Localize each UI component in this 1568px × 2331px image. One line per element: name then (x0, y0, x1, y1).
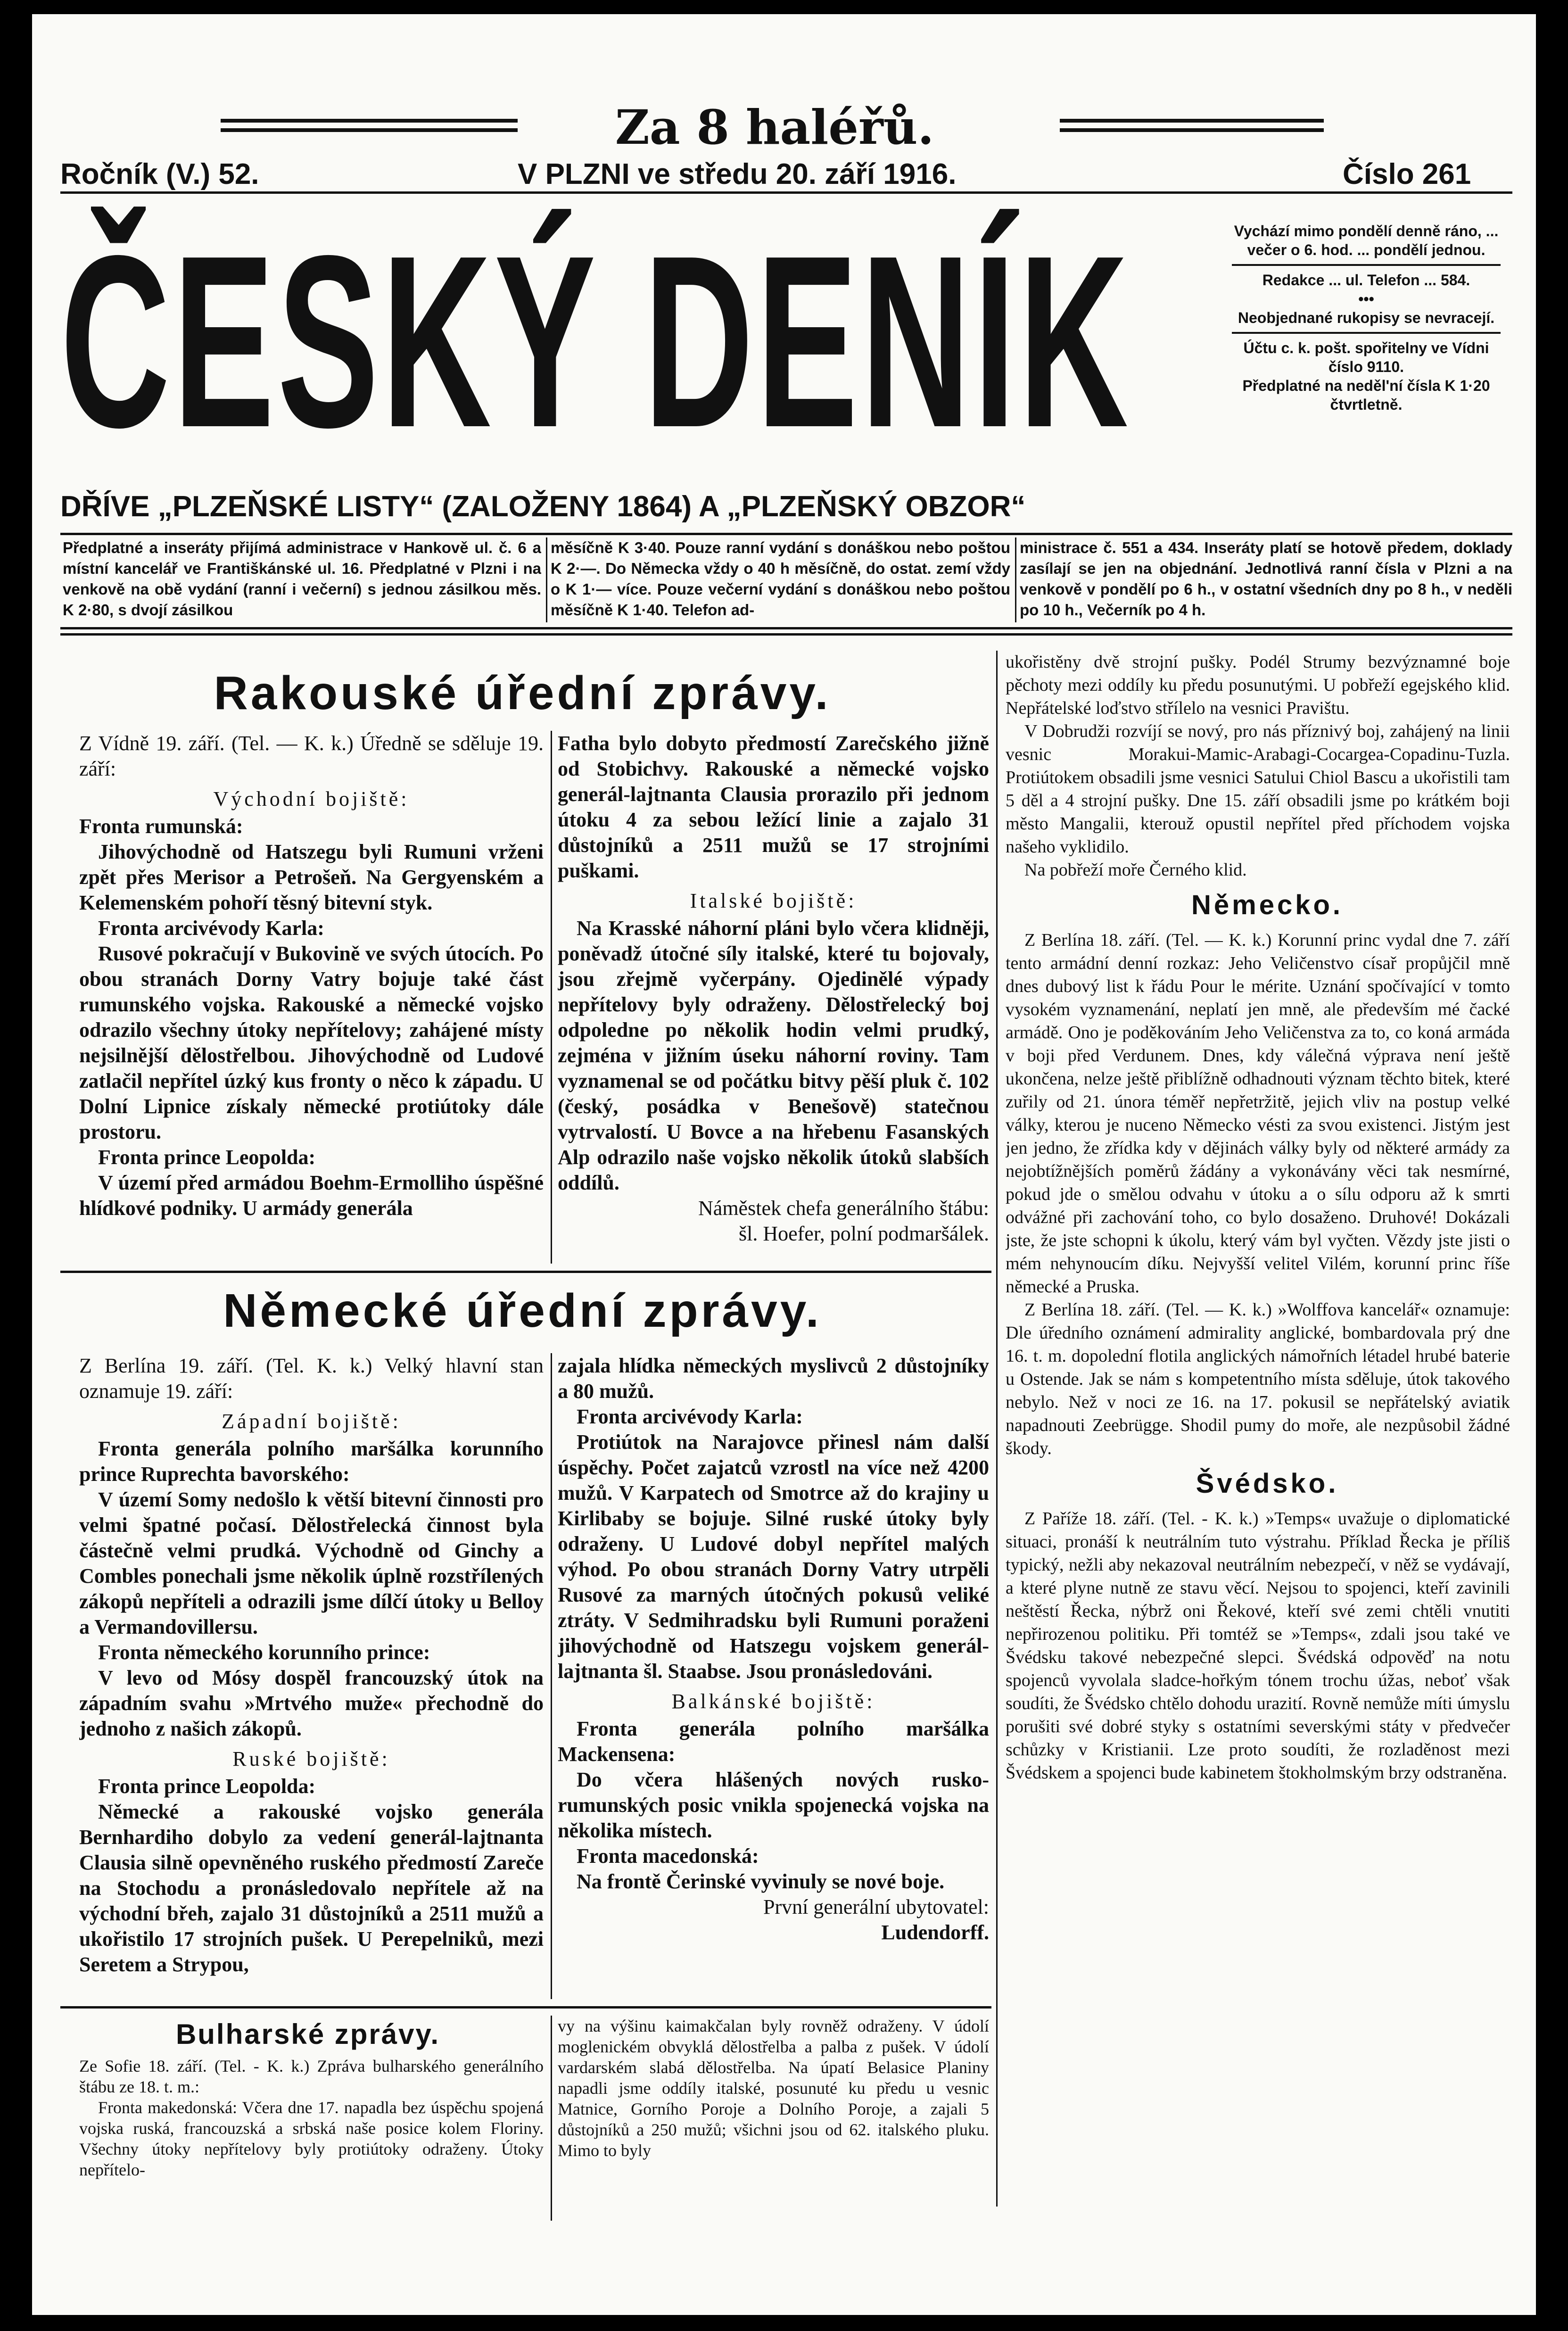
sidebar-rule (1232, 264, 1501, 266)
info-strip-divider (546, 537, 547, 622)
section-rule (60, 1271, 991, 1273)
info-strip-col-2: měsíčně K 3·40. Pouze ranní vydání s donáškou nebo poštou K 2·—. Do Německa vždy o 40 h měsíčně, do ostat. zemí vždy o K 1·— více. Pouze večerní vydání s donáškou nebo poštou měsíčně K 1·40. Telefon ad- (551, 539, 1010, 619)
nemecke-paragraph: Fronta arcivévody Karla: (577, 1405, 803, 1428)
nemecke-paragraph: Z Berlína 19. září. (Tel. K. k.) Velký hlavní stan oznamuje 19. září: (79, 1354, 544, 1403)
nemecke-paragraph: Na frontě Čerinské vyvinuly se nové boje. (577, 1870, 945, 1893)
nemecke-paragraph: Fronta macedonská: (577, 1844, 759, 1868)
price: Za 8 haléřů. (615, 99, 934, 155)
info-strip-divider (1015, 537, 1016, 622)
rakouske-paragraph: V území před armádou Boehm-Ermolliho úspěšné hlídkové podniky. U armády generála (79, 1171, 544, 1220)
bulharske-col-1-body (79, 2056, 544, 2180)
newspaper-page (32, 14, 1536, 2315)
right-column-paragraph: V Dobrudži rozvíjí se nový, pro nás příznivý boj, zahájený na linii vesnic Morakui-Mamic-Arabagi-Cocargea-Copadinu-Tuzla. Protiútokem obsadili jsme vesnici Satului Chiol Bascu a ukořistili tam 5 děl a 4 strojní pušky. Dne 15. září obsadili jsme po krátkém boji město Mangalii, kterouž opustil nepřítel před příchodem vojska našeho vyklidilo. (1006, 721, 1510, 857)
rakouske-paragraph: Z Vídně 19. září. (Tel. — K. k.) Úředně se sděluje 19. září: (79, 732, 544, 780)
nemecke-col-2 (558, 1353, 989, 1999)
nemecke-signature: Ludendorff. (881, 1921, 989, 1944)
nemecke-paragraph: Německé a rakouské vojsko generála Bernhardiho dobylo za vedení generál-lajtnanta Clausia silně opevněného ruského předmostí Zareče na Stochodu a pronásledovalo nepřítele až na východní břeh, zajalo 31 důstojníků a 2511 mužů a ukořistilo 17 strojních pušek. U Perepelniků, mezi Seretem a Strypou, (79, 1800, 544, 1976)
nemecke-signature: První generální ubytovatel: (763, 1895, 989, 1918)
column-divider (551, 2016, 552, 2221)
right-column-paragraph: Z Berlína 18. září. (Tel. — K. k.) Korunní princ vydal dne 7. září tento armádní denní rozkaz: Jeho Veličenstvo císař propůjčil mně dnes dubový list k řádu Pour le mérite. Uznání spočívající v tomto vysokém vyznamenání, neplatí jen mně, ale především mé čacké armádě. Ono je poděkováním Jeho Veličenstva za to, co koná armáda v boji před Verdunem. Dnes, kdy válečná výprava není ještě ukončena, nelze ještě přiblížně odhadnouti význam těchto bitek, které zuřily od 21. února téměř nepřetržitě, jejich vliv na postup velké války, kterou je nucenо Německo vésti za svou existenci. Jistým jest jen jedno, že zřídka kdy v dějinách války byly od některé armády za nejobtížnějších poměrů žádány a vykonávány věci tak nesmírné, pokud jde o smělou odvahu v útoku a o sílu odporu až k smrti odvážné při zachování toho, co bylo dosaženo. Druhové! Dokázali jste, že jste schopni k úkolu, který vám byl vyčten. Vězdy jste jisti o mém nehynoucím díku. Nejvyšší velitel Vilém, korunní princ říše německé a Pruska. (1006, 930, 1510, 1297)
issue-number: Číslo 261 (1343, 158, 1471, 190)
section-rule (60, 2006, 991, 2009)
nemecke-paragraph: Do včera hlášených nových rusko-rumunských posic vnikla spojenecká vojska na několika místech. (558, 1768, 989, 1842)
rakouske-signature: Náměstek chefa generálního štábu: (698, 1197, 989, 1220)
rakouske-col-2-body (558, 731, 989, 1247)
sidebar-postal-account: Účtu c. k. pošt. spořitelny ve Vídni číslo 9110. (1243, 339, 1489, 375)
nemecke-col-1 (79, 1353, 544, 1999)
nemecke-section-heading: Západní bojiště: (222, 1410, 401, 1433)
right-column-paragraph: Z Paříže 18. září. (Tel. - K. k.) »Temps« uvažuje o diplomatické situaci, pronáší k neutrálním tuto výstrahu. Příklad Řecka je příliš typický, nežli aby nekazoval neutrálním nebezpečí, v něž se vydávají, a které plyne nutně ze stavu věcí. Nejsou to spojenci, kteří zavinili neštěstí Řecka, nýbrž oni Řekové, kteří své zemi chtěli vnutiti nepřirozenou politiku. Při tomtéž se »Temps«, zdali jsou také ve Švédsku takové nebezpečné slepci. Švédská odpověď na notu spojenců vyvolala sladce-hořkým tónem trochu úžas, neboť však soudíti, že Švédsko chtělo dohodu urazití. Rovně nemůže míti úmyslu porušiti své dobré styky s ostatními severskými státy v předvečer schůzky v Kristianii. Lze proto soudíti, že rozladěnost mezi Švédskem a spojenci bude kabinetem štokholmským brzy odstraněna. (1006, 1509, 1510, 1783)
right-column-body (1006, 651, 1510, 1785)
sidebar-rule (1232, 332, 1501, 334)
bulharske-col-2 (558, 2016, 989, 2221)
nemecke-col-2-body (558, 1353, 989, 1945)
nemecke-section-heading: Ruské bojiště: (232, 1747, 390, 1770)
bulharske-paragraph: vy na výšinu kaimakčalan byly rovněž odraženy. V údolí moglenickém obvyklá dělostřelba a palba z pušek. V údolí vardarském slabá dělostřelba. Na úpatí Belasice Planiny napadli jsme oddíly italské, posunuté ku předu u vesnic Matnice, Gorního Poroje a Dolního Poroje, a zajali 5 důstojníků a 250 mužů; všichni jsou od 62. italského pluku. Mimo to byly (558, 2017, 989, 2160)
sidebar-editorial-address: Redakce ... ul. Telefon ... 584. (1262, 272, 1470, 289)
rakouske-paragraph: Rusové pokračují v Bukovině ve svých útocích. Po obou stranách Dorny Vatry bojuje také část rumunského vojska. Rakouské a německé vojsko odrazilo všechny útoky nepřítelovy; zahájené místy nejsilnější dělostřelbou. Jihovýchodně od Ludové zatlačil nepřítel úzký kus fronty o něco k západu. U Dolní Lipnice získaly německé protiútoky dále prostoru. (79, 942, 544, 1143)
column-divider-right (996, 651, 998, 2207)
rakouske-col-1 (79, 731, 544, 1264)
sidebar-sunday-subscription: Předplatné na neděl'ní čísla K 1·20 čtvrtletně. (1242, 377, 1490, 413)
masthead-title: ČESKÝ DENÍK (60, 205, 1131, 479)
headline-nemecke: Německé úřední zprávy. (223, 1284, 822, 1337)
rakouske-paragraph: Fatha bylo dobyto předmostí Zarečského jižně od Stobichvy. Rakouské a německé vojsko generál-lajtnanta Clausia prorazilo při jednom útoku 4 za sebou ležící linie a zajalo 31 důstojníků a 2511 mužů se 17 strojními puškami. (558, 732, 989, 882)
rakouske-section-heading: Italské bojiště: (690, 889, 857, 912)
nemecke-paragraph: Fronta prince Leopolda: (98, 1775, 316, 1798)
rakouske-paragraph: Fronta arcivévody Karla: (98, 917, 324, 940)
nemecke-paragraph: zajala hlídka německých myslivců 2 důstojníky a 80 mužů. (558, 1354, 989, 1403)
headline-rakouske: Rakouské úřední zprávy. (214, 667, 831, 719)
rakouske-paragraph: Fronta rumunská: (79, 815, 243, 838)
rakouske-col-2 (558, 731, 989, 1264)
nemecke-paragraph: Protiútok na Narajovce přinesl nám další úspěchy. Počet zajatců vzrostl na více než 4200 mužů. V Karpatech od Smotrce až do krajiny u Kirlibaby se bojuje. Silné ruské útoky byly odraženy. U Ludové dobyl nepřítel malých výhod. Po obou stranách Dorny Vatry utrpěli Rusové za marných útočných pokusů veliké ztráty. V Sedmihradsku byli Rumuni poraženi jihovýchodně od Hatszegu vojskem generál-lajtnanta šl. Staabse. Jsou pronásledováni. (558, 1430, 989, 1683)
rakouske-paragraph: Jihovýchodně od Hatszegu byli Rumuni vrženi zpět přes Merisor a Petrošeň. Na Gergyenském a Kelemenském pohoří těsný bitevní styk. (79, 840, 544, 914)
info-strip-bottom-rule (60, 627, 1512, 636)
headline-bulharske: Bulharské zprávy. (175, 2018, 440, 2050)
sidebar-publication-times: Vychází mimo pondělí denně ráno, ... večer o 6. hod. ... pondělí jednou. (1234, 223, 1499, 258)
bulharske-paragraph: Ze Sofie 18. září. (Tel. - K. k.) Zpráva bulharského generálního štábu ze 18. t. m.: (79, 2057, 544, 2096)
info-strip-col-1: Předplatné a inseráty přijímá administrace v Hankově ul. č. 6 a místní kancelář ve Františkánské ul. 16. Předplatné v Plzni i na venkově na obě vydání (ranní i večerní) s jednou zásilkou měs. K 2·80, s dvojí zásilkou (63, 539, 541, 619)
bulharske-col-2-body (558, 2016, 989, 2161)
nemecke-paragraph: Fronta německého korunního prince: (98, 1641, 430, 1664)
dateline-underline (60, 191, 1512, 194)
masthead-sidebar (1232, 222, 1501, 414)
right-column-paragraph: Z Berlína 18. září. (Tel. — K. k.) »Wolffova kancelář« oznamuje: Dle úředního oznámení admirality anglické, bombardovala prý dne 16. t. m. dopolední flotila anglických námořních létadel hrubé baterie u Ostende. Jak se nám s kompetentního místa sděluje, útok takového nebylo. Než v noci ze 16. na 17. pokusil se nepřátelský aviatik napadnouti Zeebrügge. Shodil pumy do moře, ale nezpůsobil žádné škody. (1006, 1300, 1510, 1458)
info-strip-col-3: ministrace č. 551 a 434. Inseráty platí se hotově předem, doklady zasílají se jen na objednání. Jednotlivá ranní čísla v Plzni a na venkově v pondělí po 6 h., v ostatní všedních dny po 8 h., v neděli po 10 h., Večerník po 4 h. (1020, 539, 1512, 619)
right-column-subheadline: Švédsko. (1196, 1468, 1339, 1499)
nemecke-paragraph: V území Somy nedošlo k větší bitevní činnosti pro velmi špatné počasí. Dělostřelecká činnost byla částečně velmi prudká. Východně od Ginchy a Combles ponechali jsme několik úplně rozstřílených zákopů nepříteli a odrazili jsme dílčí útoky u Belloy a Vermandovillersu. (79, 1488, 544, 1638)
volume-number: Ročník (V.) 52. (60, 158, 259, 190)
right-column-paragraph: Na pobřeží moře Černého klid. (1024, 860, 1247, 880)
nemecke-paragraph: Fronta generála polního maršálka Mackensena: (558, 1717, 989, 1766)
right-column-subheadline: Německo. (1191, 890, 1344, 920)
dateline-row (60, 156, 1512, 193)
right-column (1006, 651, 1510, 2221)
bulharske-col-1 (79, 2056, 544, 2221)
rakouske-paragraph: Na Krasské náhorní pláni bylo včera klidněji, poněvadž útočné síly italské, které tu bojovaly, jsou zřejmě vyčerpány. Ojedinělé výpady nepřítelovy byly odraženy. Dělostřelecký boj odpoledne po několik hodin velmi prudký, zejména v jižním úseku náhorní roviny. Tam vyznamenal se od počátku bitvy pěší pluk č. 102 (český, posádka v Benešově) statečnou vytrvalostí. U Bovce a na hřebenu Fasanských Alp odrazilo naše vojsko několik útoků slabších oddílů. (558, 917, 989, 1194)
info-strip-top-rule (60, 533, 1512, 535)
dateline: V PLZNI ve středu 20. září 1916. (518, 158, 957, 190)
sidebar-dots: ••• (1358, 290, 1374, 307)
rakouske-paragraph: Fronta prince Leopolda: (98, 1146, 316, 1169)
column-divider (551, 1353, 552, 1999)
nemecke-col-1-body (79, 1353, 544, 1977)
column-divider (551, 731, 552, 1264)
masthead-subtitle: DŘÍVE „PLZEŇSKÉ LISTY“ (ZALOŽENY 1864) A „PLZEŇSKÝ OBZOR“ (60, 490, 1026, 523)
rakouske-section-heading: Východní bojiště: (213, 787, 410, 810)
rakouske-signature: šl. Hoefer, polní podmaršálek. (739, 1222, 989, 1245)
sidebar-manuscripts: Neobjednané rukopisy se nevracejí. (1238, 309, 1495, 326)
bulharske-paragraph: Fronta makedonská: Včera dne 17. napadla bez úspěchu spojená vojska ruská, francouzská a srbská naše posice kolem Floriny. Všechny útoky nepřítelovy byly protiútoky odraženy. Útoky nepřítelo- (79, 2098, 544, 2179)
rakouske-col-1-body (79, 731, 544, 1221)
nemecke-paragraph: Fronta generála polního maršálka korunního prince Ruprechta bavorského: (79, 1437, 544, 1486)
nemecke-section-heading: Balkánské bojiště: (671, 1690, 875, 1713)
nemecke-paragraph: V levo od Mósy dospěl francouzský útok na západním svahu »Mrtvého muže« přechodně do jednoho z našich zákopů. (79, 1666, 544, 1740)
right-column-paragraph: ukořistěny dvě strojní pušky. Podél Strumy bezvýznamné boje pěchoty mezi oddíly ku předu posunutými. U pobřeží egejského klid. Nepřátelské loďstvo střílelo na vesnici Pravištu. (1006, 652, 1510, 718)
